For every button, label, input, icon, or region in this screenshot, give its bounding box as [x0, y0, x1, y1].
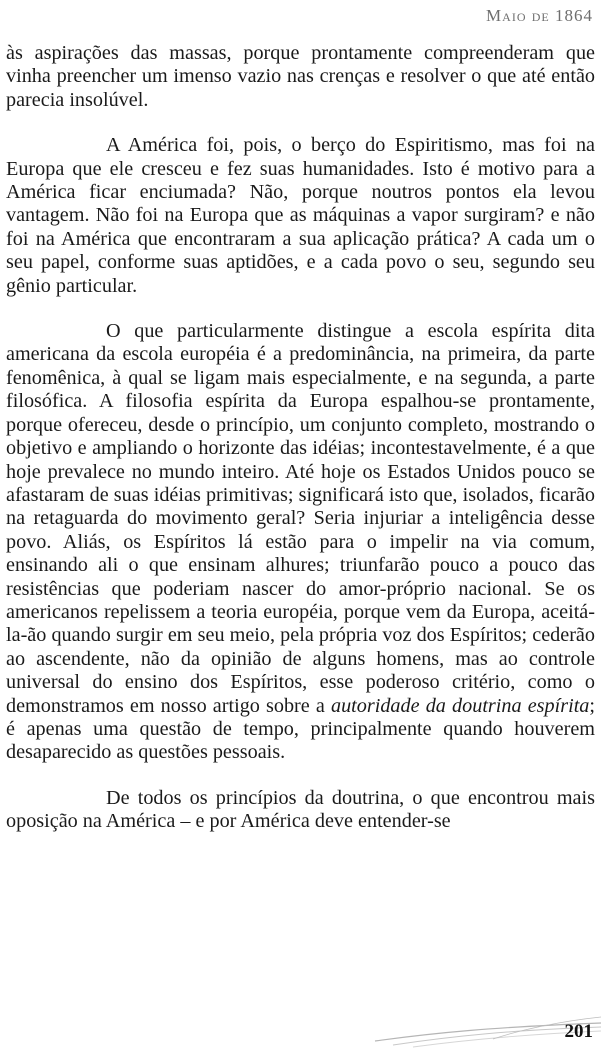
- paragraph-2: A América foi, pois, o berço do Espiritismo, mas foi na Europa que ele cresceu e fez suas humanidades. Isto é motivo para a América ficar enciumada? Não, porque noutros pontos ela levou vantagem. Não foi na Europa que as máquinas a vapor surgiram? e não foi na América que encontraram a sua aplicação prática? A cada um o seu papel, conforme suas aptidões, e a cada povo o seu, segundo seu gênio particular.: [6, 134, 595, 297]
- article-title-italic: autoridade da doutrina espírita: [330, 694, 590, 717]
- running-header: Maio de 1864: [486, 6, 593, 25]
- page-number: 201: [564, 1021, 593, 1042]
- page-footer: [0, 1003, 603, 1051]
- paragraph-3-text-b: ; é apenas uma questão de tempo, principalmente quando houverem desaparecido as questões pessoais.: [6, 694, 596, 764]
- page-body: [6, 42, 595, 834]
- paragraph-4: De todos os princípios da doutrina, o que encontrou mais oposição na América – e por América deve entender-se: [6, 786, 595, 833]
- paragraph-3-text-a: O que particularmente distingue a escola espírita dita americana da escola européia é a predominância, na primeira, da parte fenomênica, à qual se ligam mais especialmente, e na segunda, a parte filosófica. A filosofia espírita da Europa espalhou-se prontamente, porque ofereceu, desde o princípio, um conjunto completo, mostrando o objetivo e ampliando o horizonte das idéias; incontestavelmente, é a que hoje prevalece no mundo inteiro. Até hoje os Estados Unidos pouco se afastaram de suas idéias primitivas; significará isto que, isolados, ficarão na retaguarda do movimento geral? Seria injuriar a inteligência desse povo. Aliás, os Espíritos lá estão para o impelir na via comum, ensinando ali o que ensinam alhures; triunfarão pouco a pouco das resistências que poderiam nascer do amor-próprio nacional. Se os americanos repelissem a teoria européia, porque vem da Europa, aceitá-la-ão quando surgir em seu meio, pela própria voz dos Espíritos; cederão ao ascendente, não da opinião de alguns homens, mas ao controle universal do ensino dos Espíritos, esse poderoso critério, como o demonstramos em nosso artigo sobre a: [6, 320, 595, 717]
- paragraph-3: [6, 320, 595, 765]
- paragraph-1: às aspirações das massas, porque prontamente compreenderam que vinha preencher um imenso vazio nas crenças e resolver o que até então parecia insolúvel.: [6, 42, 595, 111]
